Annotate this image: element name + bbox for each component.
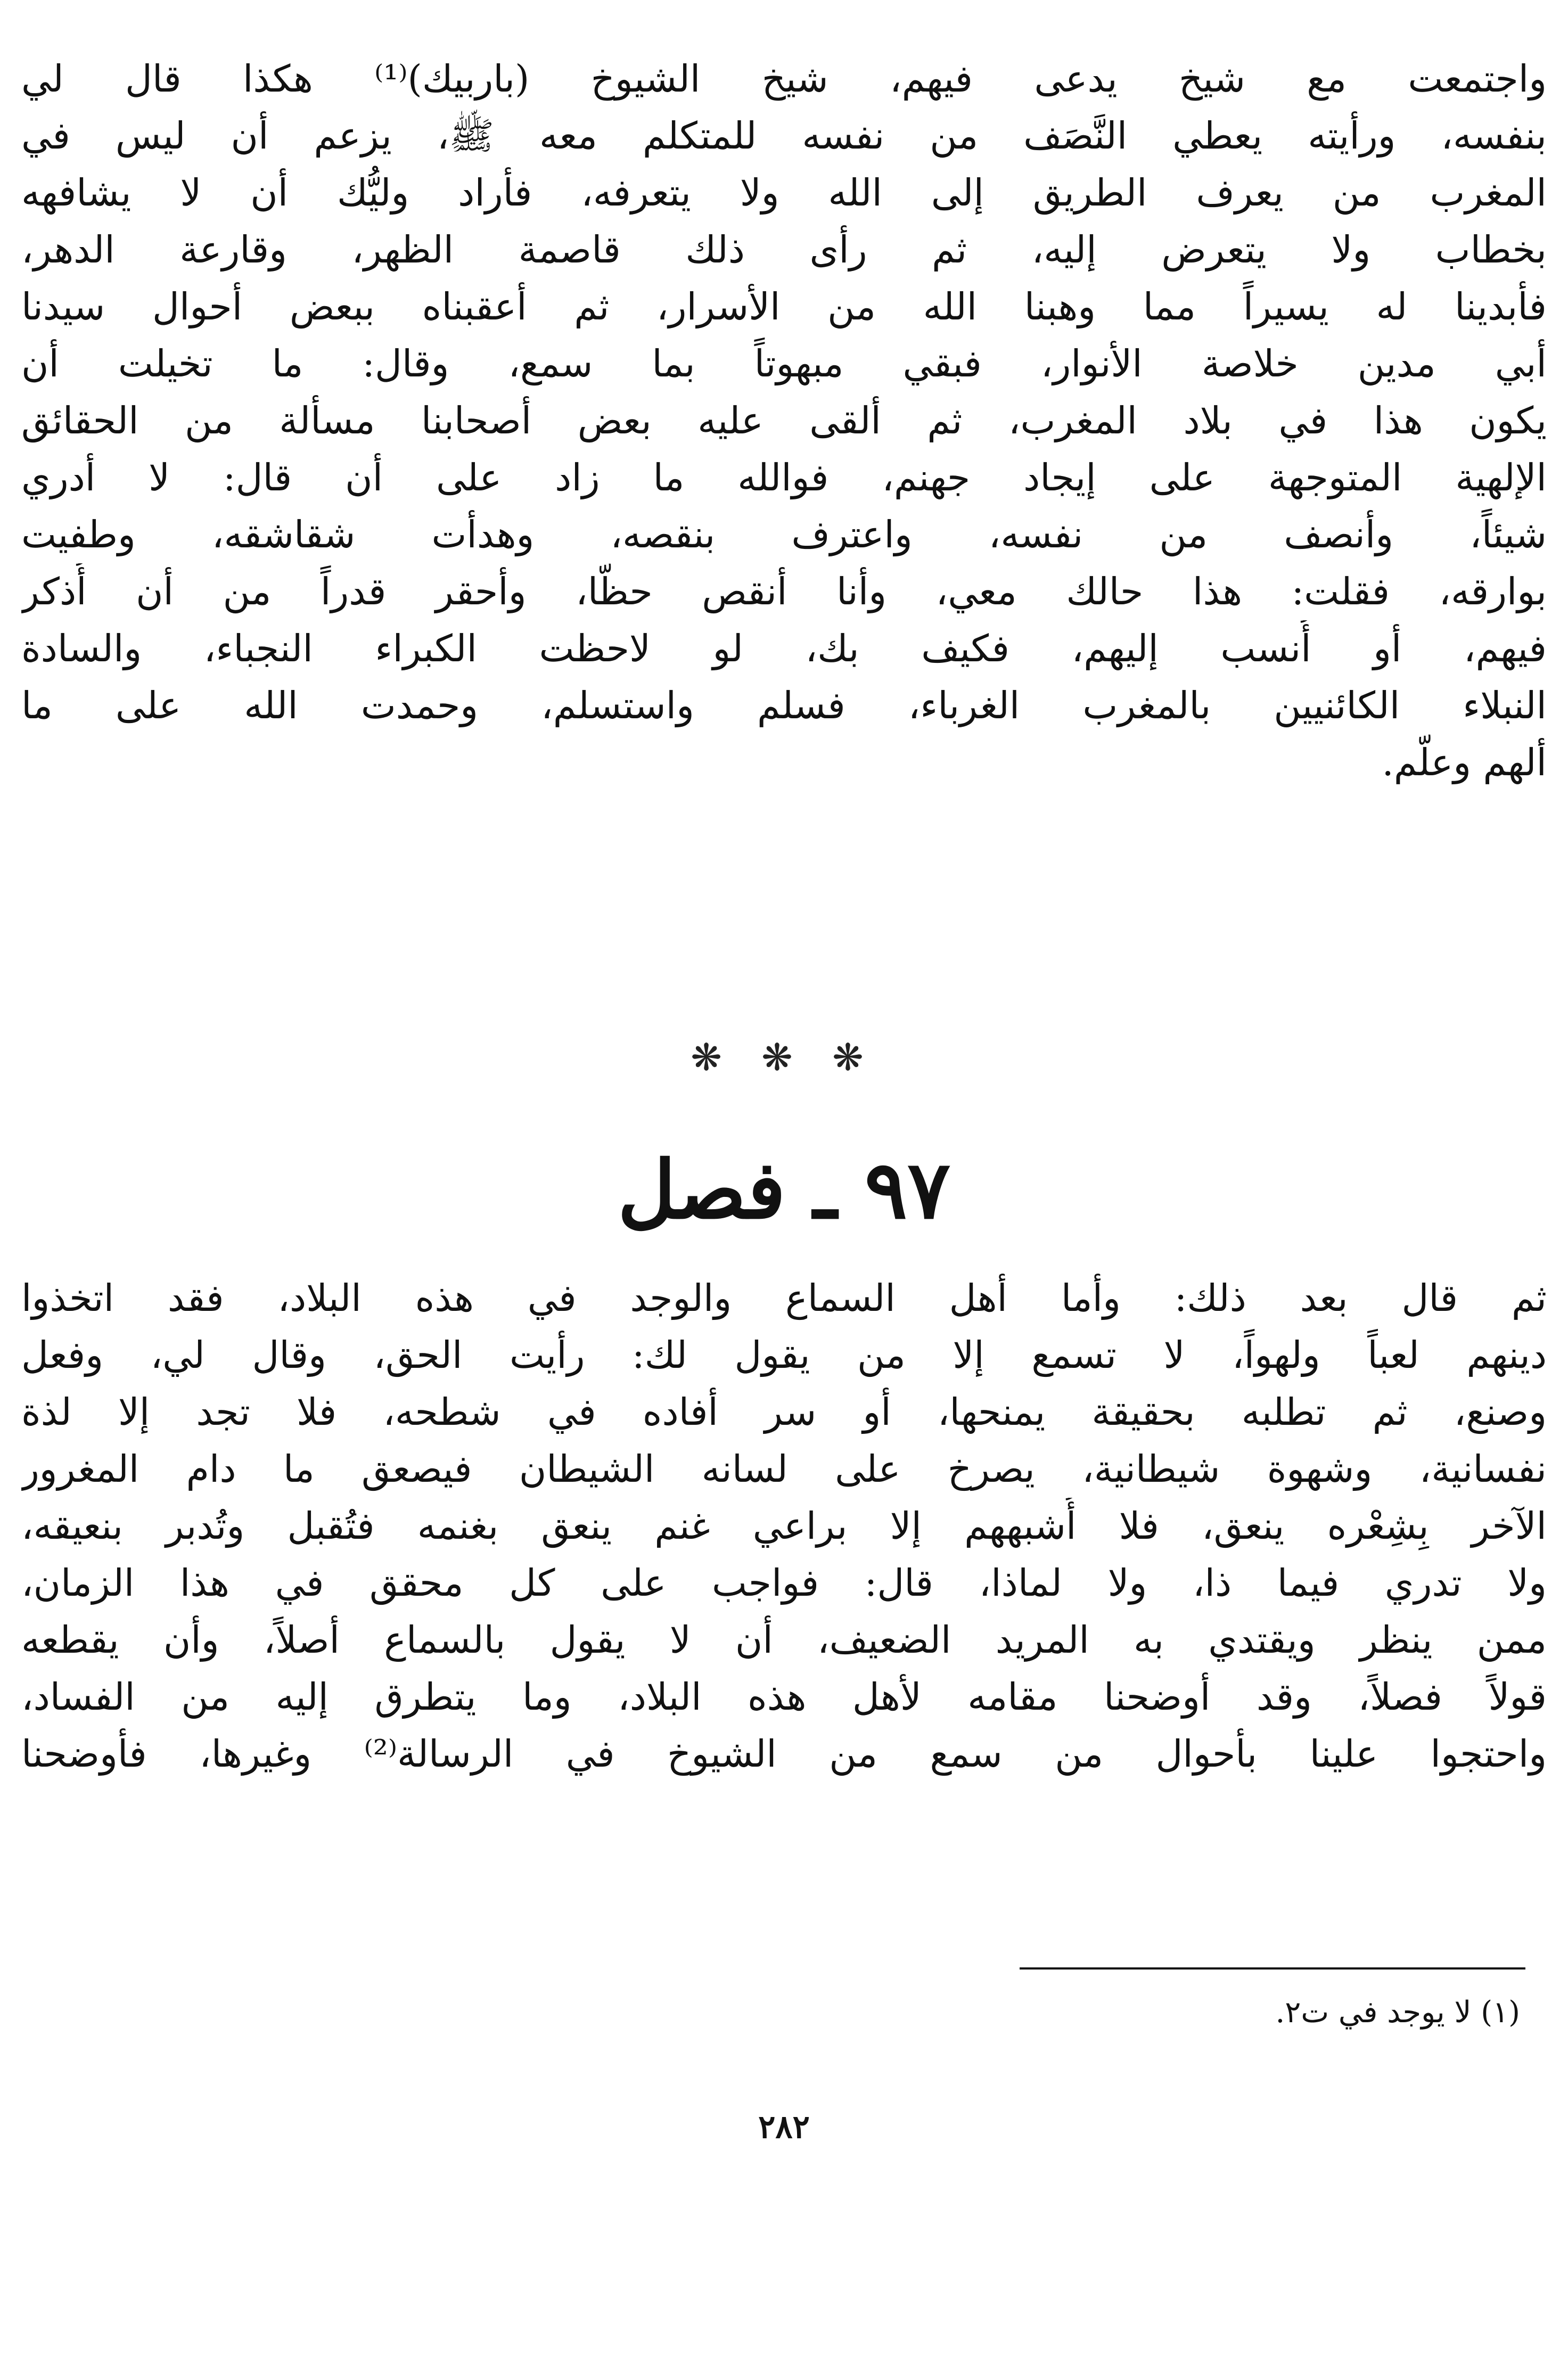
text-line: ولا تدري فيما ذا، ولا لماذا، قال: فواجب على كل محقق في هذا الزمان، <box>21 1561 1547 1605</box>
text-line: واجتمعت مع شيخ يدعى فيهم، شيخ الشيوخ (باربيك)⁽¹⁾ هكذا قال لي <box>21 57 1547 101</box>
text-line: ثم قال بعد ذلك: وأما أهل السماع والوجد في هذه البلاد، فقد اتخذوا <box>21 1276 1547 1320</box>
text-line: قولاً فصلاً، وقد أوضحنا مقامه لأهل هذه البلاد، وما يتطرق إليه من الفساد، <box>21 1675 1547 1719</box>
text-line: بوارقه، فقلت: هذا حالك معي، وأنا أنقص حظًّا، وأحقر قدراً من أن أُذكر <box>21 570 1547 613</box>
section-divider-ornament: ❋ ❋ ❋ <box>691 1036 877 1079</box>
text-line: نفسانية، وشهوة شيطانية، يصرخ على لسانه الشيطان فيصعق ما دام المغرور <box>21 1447 1547 1491</box>
text-line: ممن ينظر ويقتدي به المريد الضعيف، أن لا يقول بالسماع أصلاً، وأن يقطعه <box>21 1618 1547 1662</box>
footnote: (١) لا يوجد في ت٢. <box>1275 1995 1520 2030</box>
text-line: ألهم وعلَّم. <box>1382 741 1547 784</box>
text-line: فيهم، أو أُنسب إليهم، فكيف بك، لو لاحظت الكبراء النجباء، والسادة <box>21 627 1547 670</box>
text-line: شيئاً، وأنصف من نفسه، واعترف بنقصه، وهدأت شقاشقه، وطفيت <box>21 513 1547 556</box>
text-line: بخطاب ولا يتعرض إليه، ثم رأى ذلك قاصمة الظهر، وقارعة الدهر، <box>21 228 1547 272</box>
section-body <box>0 1270 1568 1783</box>
section-heading: ٩٧ ـ فصل <box>618 1143 950 1237</box>
text-line: أبي مدين خلاصة الأنوار، فبقي مبهوتاً بما سمع، وقال: ما تخيلت أن <box>21 342 1547 385</box>
footnote-divider <box>1020 1967 1525 1970</box>
text-line: المغرب من يعرف الطريق إلى الله ولا يتعرفه، فأراد وليُّك أن لا يشافهه <box>21 171 1547 215</box>
top-paragraph <box>0 51 1568 791</box>
text-line: الإلهية المتوجهة على إيجاد جهنم، فوالله ما زاد على أن قال: لا أدري <box>21 456 1547 499</box>
page-number: ٢٨٢ <box>758 2108 810 2146</box>
text-line: وصنع، ثم تطلبه بحقيقة يمنحها، أو سر أفاده في شطحه، فلا تجد إلا لذة <box>21 1390 1547 1434</box>
text-line: النبلاء الكائنيين بالمغرب الغرباء، فسلم واستسلم، وحمدت الله على ما <box>21 684 1547 727</box>
text-line: الآخر بِشِعْره ينعق، فلا أُشبههم إلا براعي غنم ينعق بغنمه فتُقبل وتُدبر بنعيقه، <box>21 1504 1547 1548</box>
text-line: فأبدينا له يسيراً مما وهبنا الله من الأسرار، ثم أعقبناه ببعض أحوال سيدنا <box>21 285 1547 329</box>
text-line: بنفسه، ورأيته يعطي النَّصَف من نفسه للمتكلم معه ﷺ، يزعم أن ليس في <box>21 114 1547 158</box>
text-line: واحتجوا علينا بأحوال من سمع من الشيوخ في الرسالة⁽²⁾ وغيرها، فأوضحنا <box>21 1732 1547 1776</box>
text-line: دينهم لعباً ولهواً، لا تسمع إلا من يقول لك: رأيت الحق، وقال لي، وفعل <box>21 1333 1547 1377</box>
text-line: يكون هذا في بلاد المغرب، ثم ألقى عليه بعض أصحابنا مسألة من الحقائق <box>21 399 1547 442</box>
